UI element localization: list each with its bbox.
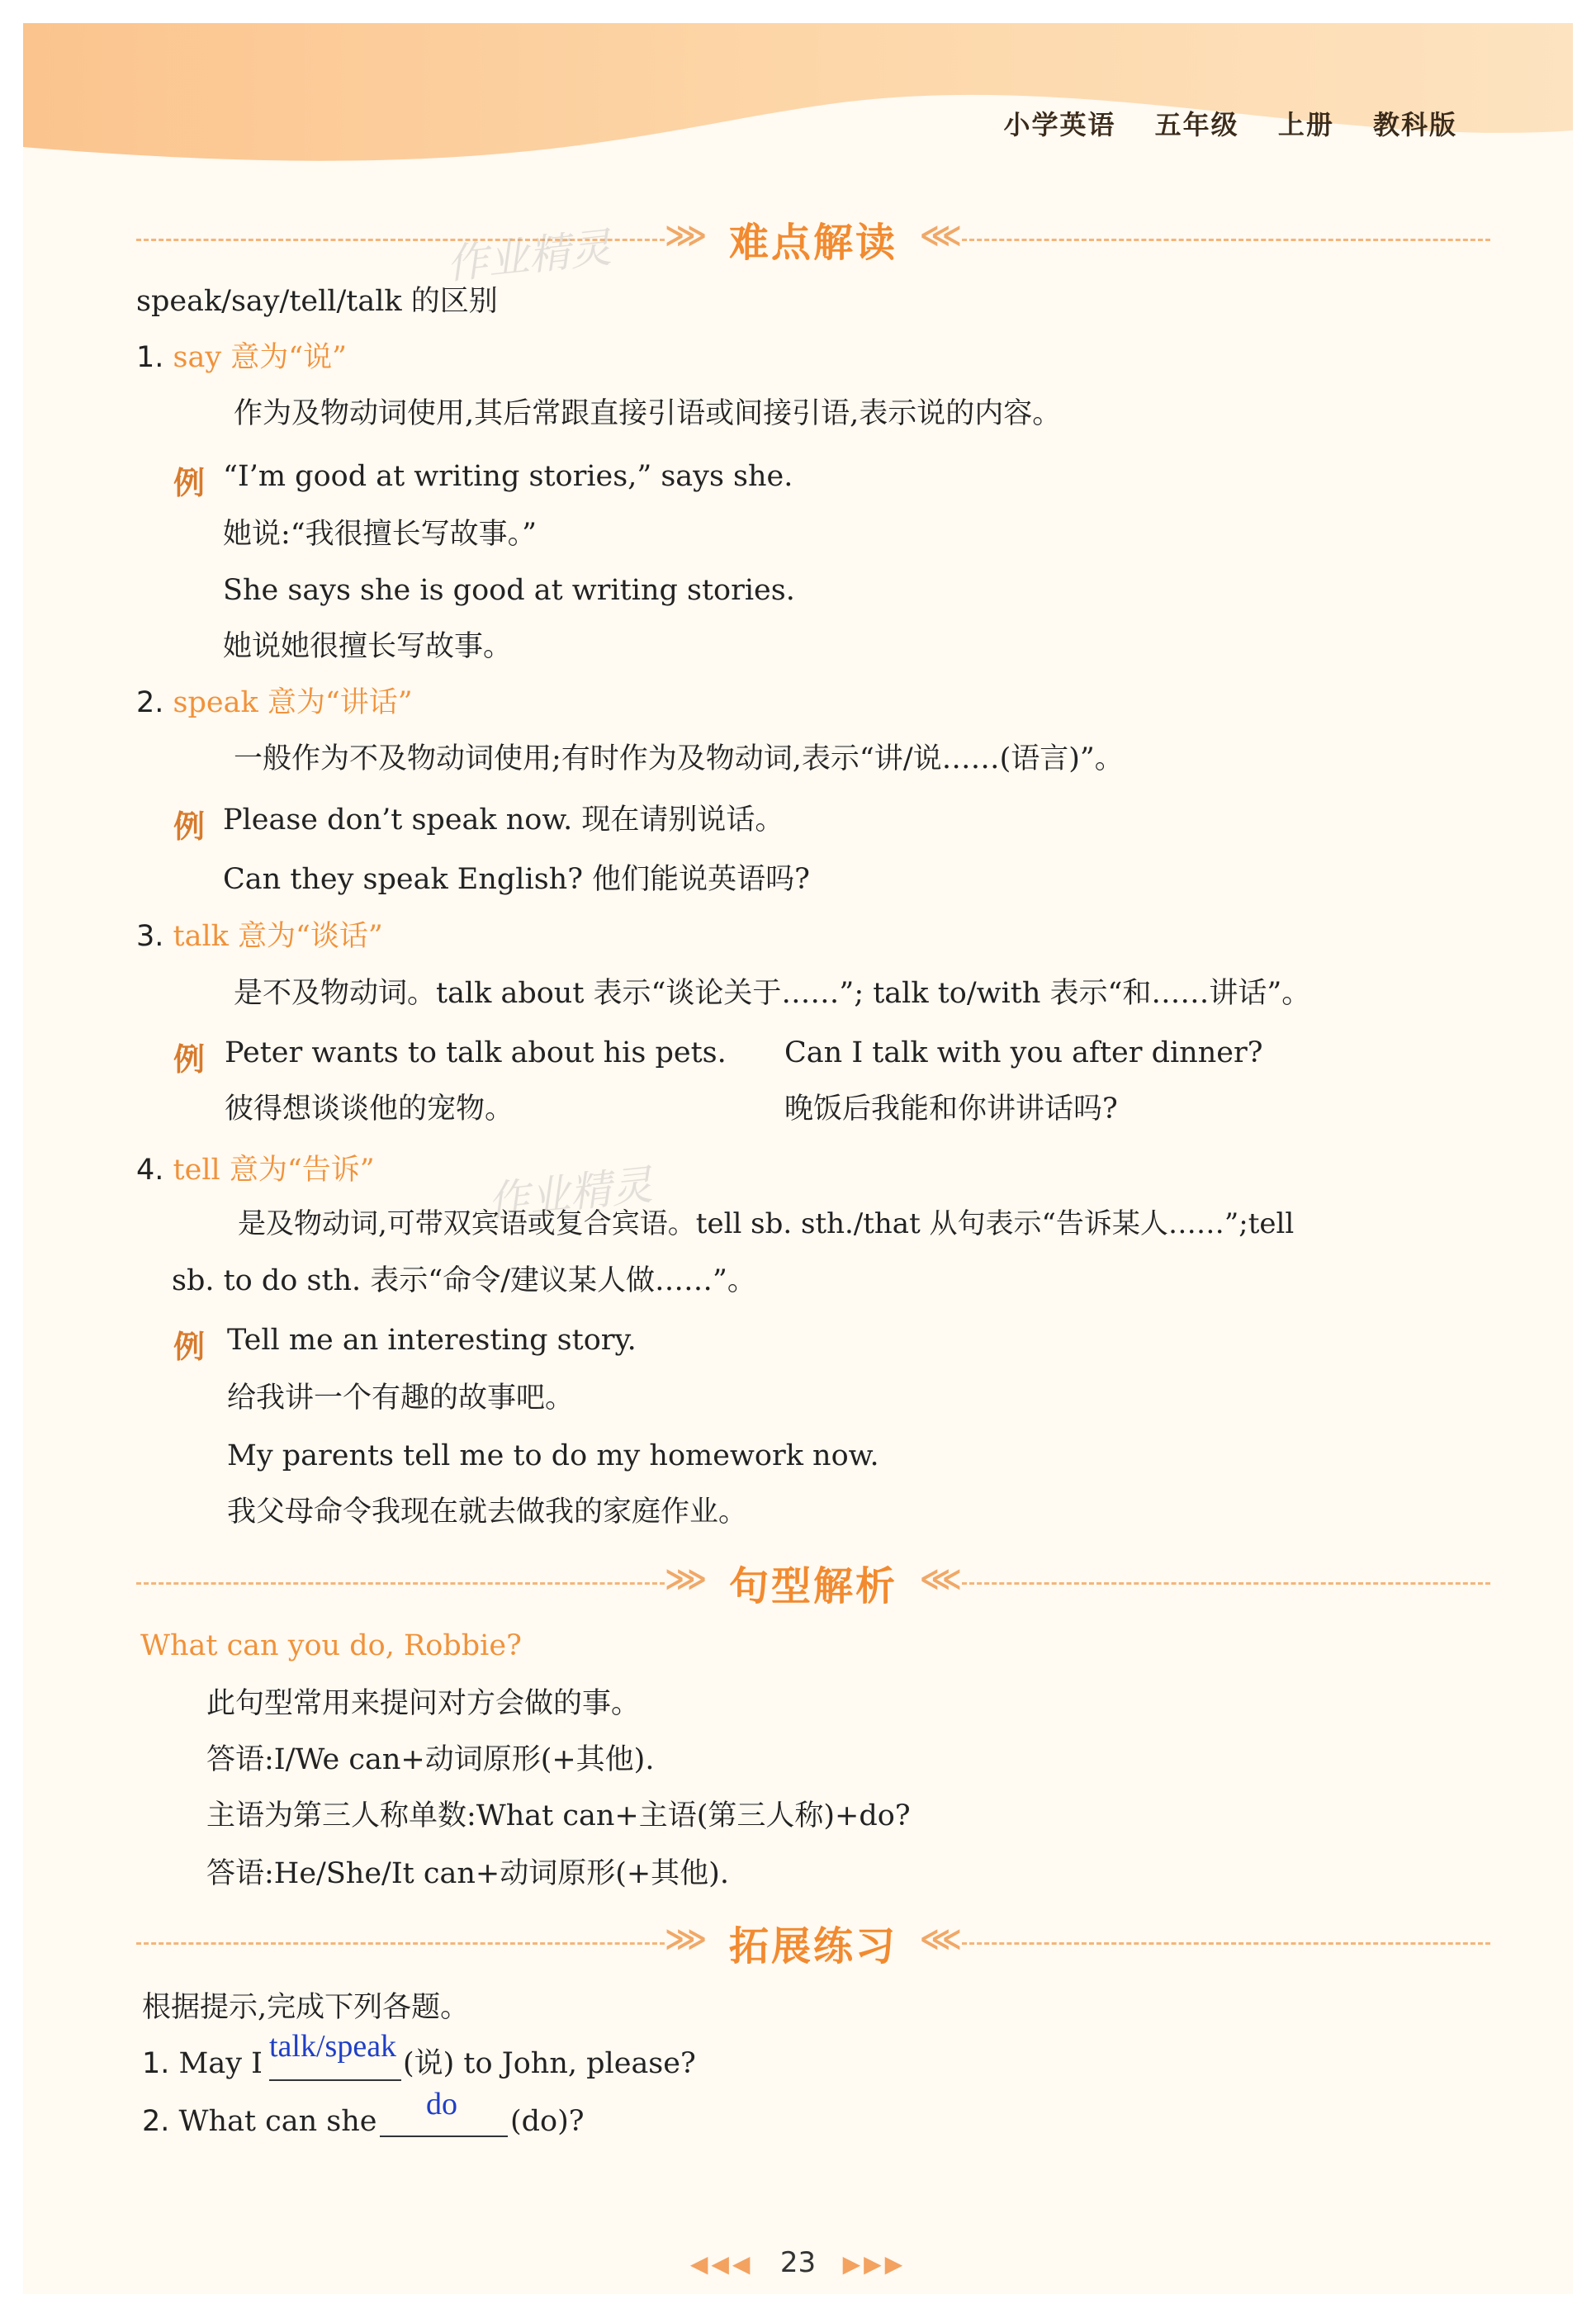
example-line: Can I talk with you after dinner? — [784, 1036, 1263, 1069]
example-line: She says she is good at writing stories. — [223, 574, 795, 607]
divider-right — [962, 1582, 1490, 1585]
item-desc: 是及物动词,可带双宾语或复合宾语。tell sb. sth./that 从句表示“告诉某人……”;tell — [238, 1207, 1295, 1240]
question-2 — [142, 2104, 377, 2139]
item-title: say 意为“说” — [173, 341, 348, 374]
item-number: 4. — [136, 1154, 164, 1187]
item-number: 2. — [136, 686, 164, 719]
pattern-line: 主语为第三人称单数:What can+主语(第三人称)+do? — [206, 1799, 911, 1832]
example-line: Can they speak English? 他们能说英语吗? — [223, 863, 810, 896]
question-text-before: May I — [178, 2047, 263, 2080]
question-text-after: (do)? — [510, 2105, 585, 2138]
edition-label: 教科版 — [1372, 109, 1457, 140]
question-number: 2. — [142, 2105, 170, 2138]
example-line: 晚饭后我能和你讲讲话吗? — [784, 1093, 1118, 1126]
arrow-left-icon: ⋘ — [919, 1922, 962, 1956]
divider-right — [962, 239, 1490, 241]
example-line: “I’m good at writing stories,” says she. — [223, 460, 793, 493]
page-number: 23 — [779, 2246, 817, 2279]
section-title: 句型解析 — [728, 1563, 897, 1609]
question-text-after: (说) to John, please? — [403, 2047, 696, 2080]
section-header-exercise — [136, 1914, 1490, 1972]
section-title: 难点解读 — [728, 220, 897, 266]
next-arrows-icon: ▶▶▶ — [842, 2250, 907, 2278]
page-footer — [0, 2246, 1596, 2279]
pattern-line: 此句型常用来提问对方会做的事。 — [206, 1687, 641, 1720]
item-desc-cont: sb. to do sth. 表示“命令/建议某人做……”。 — [172, 1264, 756, 1297]
example-mark: 例 — [173, 465, 206, 501]
example-line: 彼得想谈谈他的宠物。 — [225, 1093, 514, 1126]
item-heading — [136, 340, 347, 375]
item-desc: 是不及物动词。talk about 表示“谈论关于……”; talk to/with 表示“和……讲话”。 — [234, 977, 1311, 1010]
example-line: Tell me an interesting story. — [227, 1324, 637, 1357]
example-line: Please don’t speak now. 现在请别说话。 — [223, 803, 784, 837]
pattern-line: 答语:He/She/It can+动词原形(+其他). — [206, 1857, 729, 1890]
arrow-left-icon: ⋘ — [919, 219, 962, 253]
item-heading — [136, 1153, 375, 1187]
question-number: 1. — [142, 2047, 170, 2080]
section-title: 拓展练习 — [728, 1923, 897, 1970]
watermark: 作业精灵 — [485, 1160, 655, 1226]
book-info — [976, 104, 1457, 142]
answer-text: talk/speak — [269, 2029, 397, 2064]
pattern-line: 答语:I/We can+动词原形(+其他). — [206, 1743, 655, 1776]
example-line: My parents tell me to do my homework now. — [227, 1439, 879, 1472]
example-line: Peter wants to talk about his pets. — [225, 1036, 727, 1069]
divider-right — [962, 1942, 1490, 1945]
example-mark: 例 — [173, 1329, 206, 1365]
volume-label: 上册 — [1277, 109, 1334, 140]
item-number: 1. — [136, 341, 164, 374]
answer-text: do — [426, 2087, 457, 2121]
example-mark: 例 — [173, 1041, 206, 1078]
subject-label: 小学英语 — [1003, 109, 1116, 140]
example-line: 我父母命令我现在就去做我的家庭作业。 — [227, 1496, 748, 1529]
answer-blank[interactable] — [269, 2079, 401, 2081]
section-header-sentence — [136, 1554, 1490, 1612]
answer-blank[interactable] — [380, 2135, 508, 2137]
exercise-instruction: 根据提示,完成下列各题。 — [142, 1991, 470, 2024]
sentence-pattern: What can you do, Robbie? — [140, 1629, 522, 1662]
watermark: 作业精灵 — [443, 223, 613, 289]
item-title: speak 意为“讲话” — [173, 686, 413, 719]
arrow-left-icon: ⋘ — [919, 1562, 962, 1596]
arrow-right-icon: ⋙ — [665, 1562, 708, 1596]
item-number: 3. — [136, 920, 164, 953]
item-title: talk 意为“谈话” — [173, 920, 383, 953]
section-header-difficulties — [136, 211, 1490, 268]
arrow-right-icon: ⋙ — [665, 219, 708, 253]
intro-text: speak/say/tell/talk 的区别 — [136, 285, 498, 318]
question-1 — [142, 2046, 263, 2081]
arrow-right-icon: ⋙ — [665, 1922, 708, 1956]
item-heading — [136, 685, 413, 720]
item-heading — [136, 919, 383, 954]
grade-label: 五年级 — [1154, 109, 1239, 140]
item-desc: 作为及物动词使用,其后常跟直接引语或间接引语,表示说的内容。 — [234, 397, 1062, 430]
question-text-before: What can she — [178, 2105, 377, 2138]
item-title: tell 意为“告诉” — [173, 1154, 375, 1187]
example-line: 她说她很擅长写故事。 — [223, 630, 513, 663]
example-line: 给我讲一个有趣的故事吧。 — [227, 1382, 575, 1415]
item-desc: 一般作为不及物动词使用;有时作为及物动词,表示“讲/说……(语言)”。 — [234, 742, 1124, 775]
prev-arrows-icon: ◀◀◀ — [689, 2250, 754, 2278]
example-mark: 例 — [173, 808, 206, 845]
example-line: 她说:“我很擅长写故事。” — [223, 518, 538, 551]
